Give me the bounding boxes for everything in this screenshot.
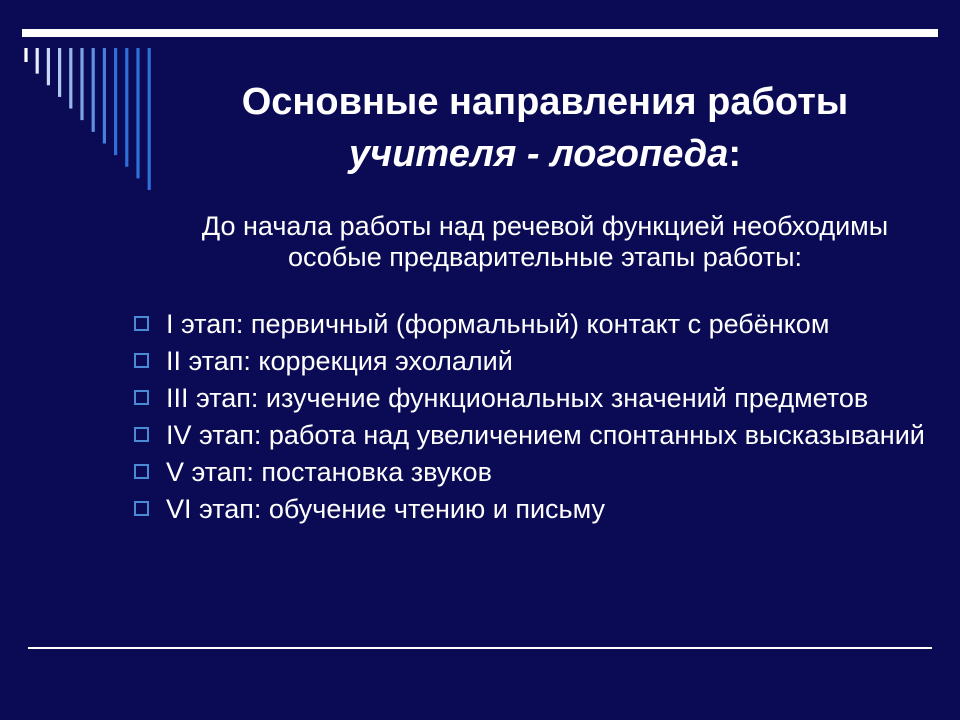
list-item-text: III этап: изучение функциональных значений предметов — [166, 383, 869, 413]
list-item — [132, 346, 932, 377]
list-item — [132, 383, 932, 414]
slide-title — [160, 76, 930, 180]
square-bullet-icon — [134, 501, 149, 516]
list-item-text: VI этап: обучение чтению и письму — [166, 494, 605, 524]
stages-list — [132, 309, 932, 531]
list-item — [132, 309, 932, 340]
list-item — [132, 420, 932, 451]
square-bullet-icon — [134, 464, 149, 479]
bottom-divider — [28, 647, 932, 649]
list-item-text: IV этап: работа над увеличением спонтанных высказываний — [166, 420, 925, 450]
title-line-2 — [160, 128, 930, 180]
intro-text: До начала работы над речевой функцией необходимы особые предварительные этапы работы: — [201, 211, 889, 272]
list-item — [132, 457, 932, 488]
title-line-1: Основные направления работы — [241, 81, 849, 123]
list-item-text: I этап: первичный (формальный) контакт с ребёнком — [166, 309, 830, 339]
square-bullet-icon — [134, 353, 149, 368]
list-item-text: V этап: постановка звуков — [166, 457, 492, 487]
list-item — [132, 494, 932, 525]
title-italic-part: учителя - логопеда — [348, 133, 729, 175]
title-colon: : — [728, 133, 742, 175]
square-bullet-icon — [134, 316, 149, 331]
list-item-text: II этап: коррекция эхолалий — [166, 346, 513, 376]
square-bullet-icon — [134, 427, 149, 442]
square-bullet-icon — [134, 390, 149, 405]
